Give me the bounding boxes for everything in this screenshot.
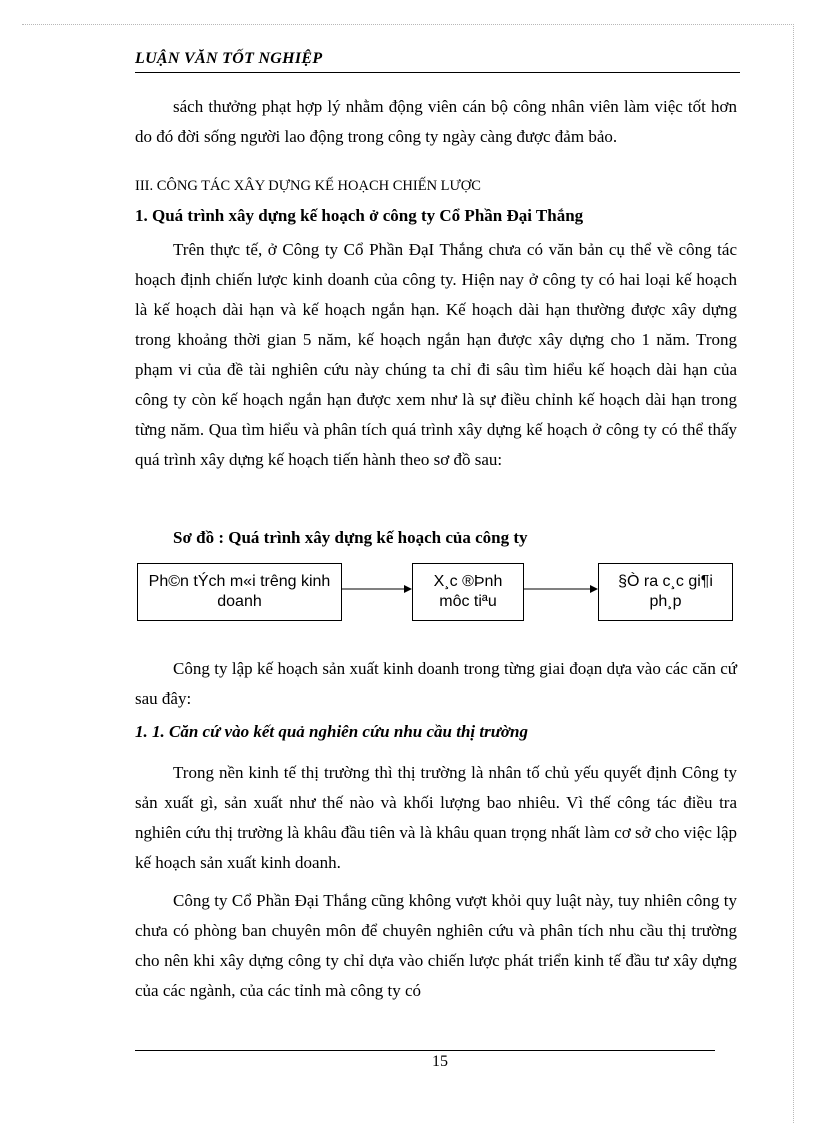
sub-heading-market-research: 1. 1. Căn cứ vào kết quả nghiên cứu nhu cầu thị trường: [135, 722, 528, 741]
page-header: [135, 50, 740, 73]
paragraph-market: Trong nền kinh tế thị trường thì thị trường là nhân tố chủ yếu quyết định Công ty sản xuất gì, sản xuất như thế nào và khối lượng bao nhiêu. Vì thế công tác điều tra nghiên cứu thị trường là khâu đầu tiên và là khâu quan trọng nhất làm cơ sở cho việc lập kế hoạch sản xuất kinh doanh.: [135, 763, 737, 872]
paragraph-company: Công ty Cổ Phần Đại Thắng cũng không vượt khỏi quy luật này, tuy nhiên công ty chưa có phòng ban chuyên môn để chuyên nghiên cứu và phân tích nhu cầu thị trường cho nên khi xây dựng công ty chỉ dựa vào chiến lược phát triển kinh tế đầu tư xây dựng của các ngành, của các tỉnh mà công ty có: [135, 891, 737, 1000]
paragraph-continuation: sách thưởng phạt hợp lý nhằm động viên cán bộ công nhân viên làm việc tốt hơn do đó đời sống người lao động trong công ty ngày càng được đảm bảo.: [135, 97, 737, 146]
section-heading: III. CÔNG TÁC XÂY DỰNG KẾ HOẠCH CHIẾN LƯỢC: [135, 178, 481, 194]
page-number: 15: [432, 1053, 448, 1070]
sub-heading: 1. Quá trình xây dựng kế hoạch ở công ty Cổ Phần Đại Thắng: [135, 206, 584, 225]
paragraph-basis: Công ty lập kế hoạch sản xuất kinh doanh trong từng giai đoạn dựa vào các căn cứ sau đây:: [135, 659, 737, 708]
diagram-box-label: Ph©n tÝch m«i trêng kinh doanh: [148, 573, 331, 610]
footer-rule: [135, 1050, 715, 1051]
diagram-box-label: §Ò ra c¸c gi¶i ph¸p: [618, 573, 713, 610]
diagram-box-label: X¸c ®Þnh môc tiªu: [433, 573, 503, 610]
diagram-title: Sơ đồ : Quá trình xây dựng kế hoạch của công ty: [173, 528, 528, 547]
header-title: LUẬN VĂN TỐT NGHIỆP: [135, 50, 323, 67]
paragraph-planning: Trên thực tế, ở Công ty Cổ Phần ĐạI Thắng chưa có văn bản cụ thể về công tác hoạch định chiến lược kinh doanh của công ty. Hiện nay ở công ty có hai loại kế hoạch là kế hoạch dài hạn và kế hoạch ngắn hạn. Kế hoạch dài hạn thường được xây dựng trong khoảng thời gian 5 năm, kế hoạch ngắn hạn được xây dựng cho 1 năm. Trong phạm vi của đề tài nghiên cứu này chúng ta chỉ đi sâu tìm hiểu kế hoạch dài hạn của công ty còn kế hoạch ngắn hạn được xem như là sự điều chỉnh kế hoạch dài hạn trong từng năm. Qua tìm hiểu và phân tích quá trình xây dựng kế hoạch ở công ty có thể thấy quá trình xây dựng kế hoạch tiến hành theo sơ đồ sau:: [135, 240, 737, 469]
